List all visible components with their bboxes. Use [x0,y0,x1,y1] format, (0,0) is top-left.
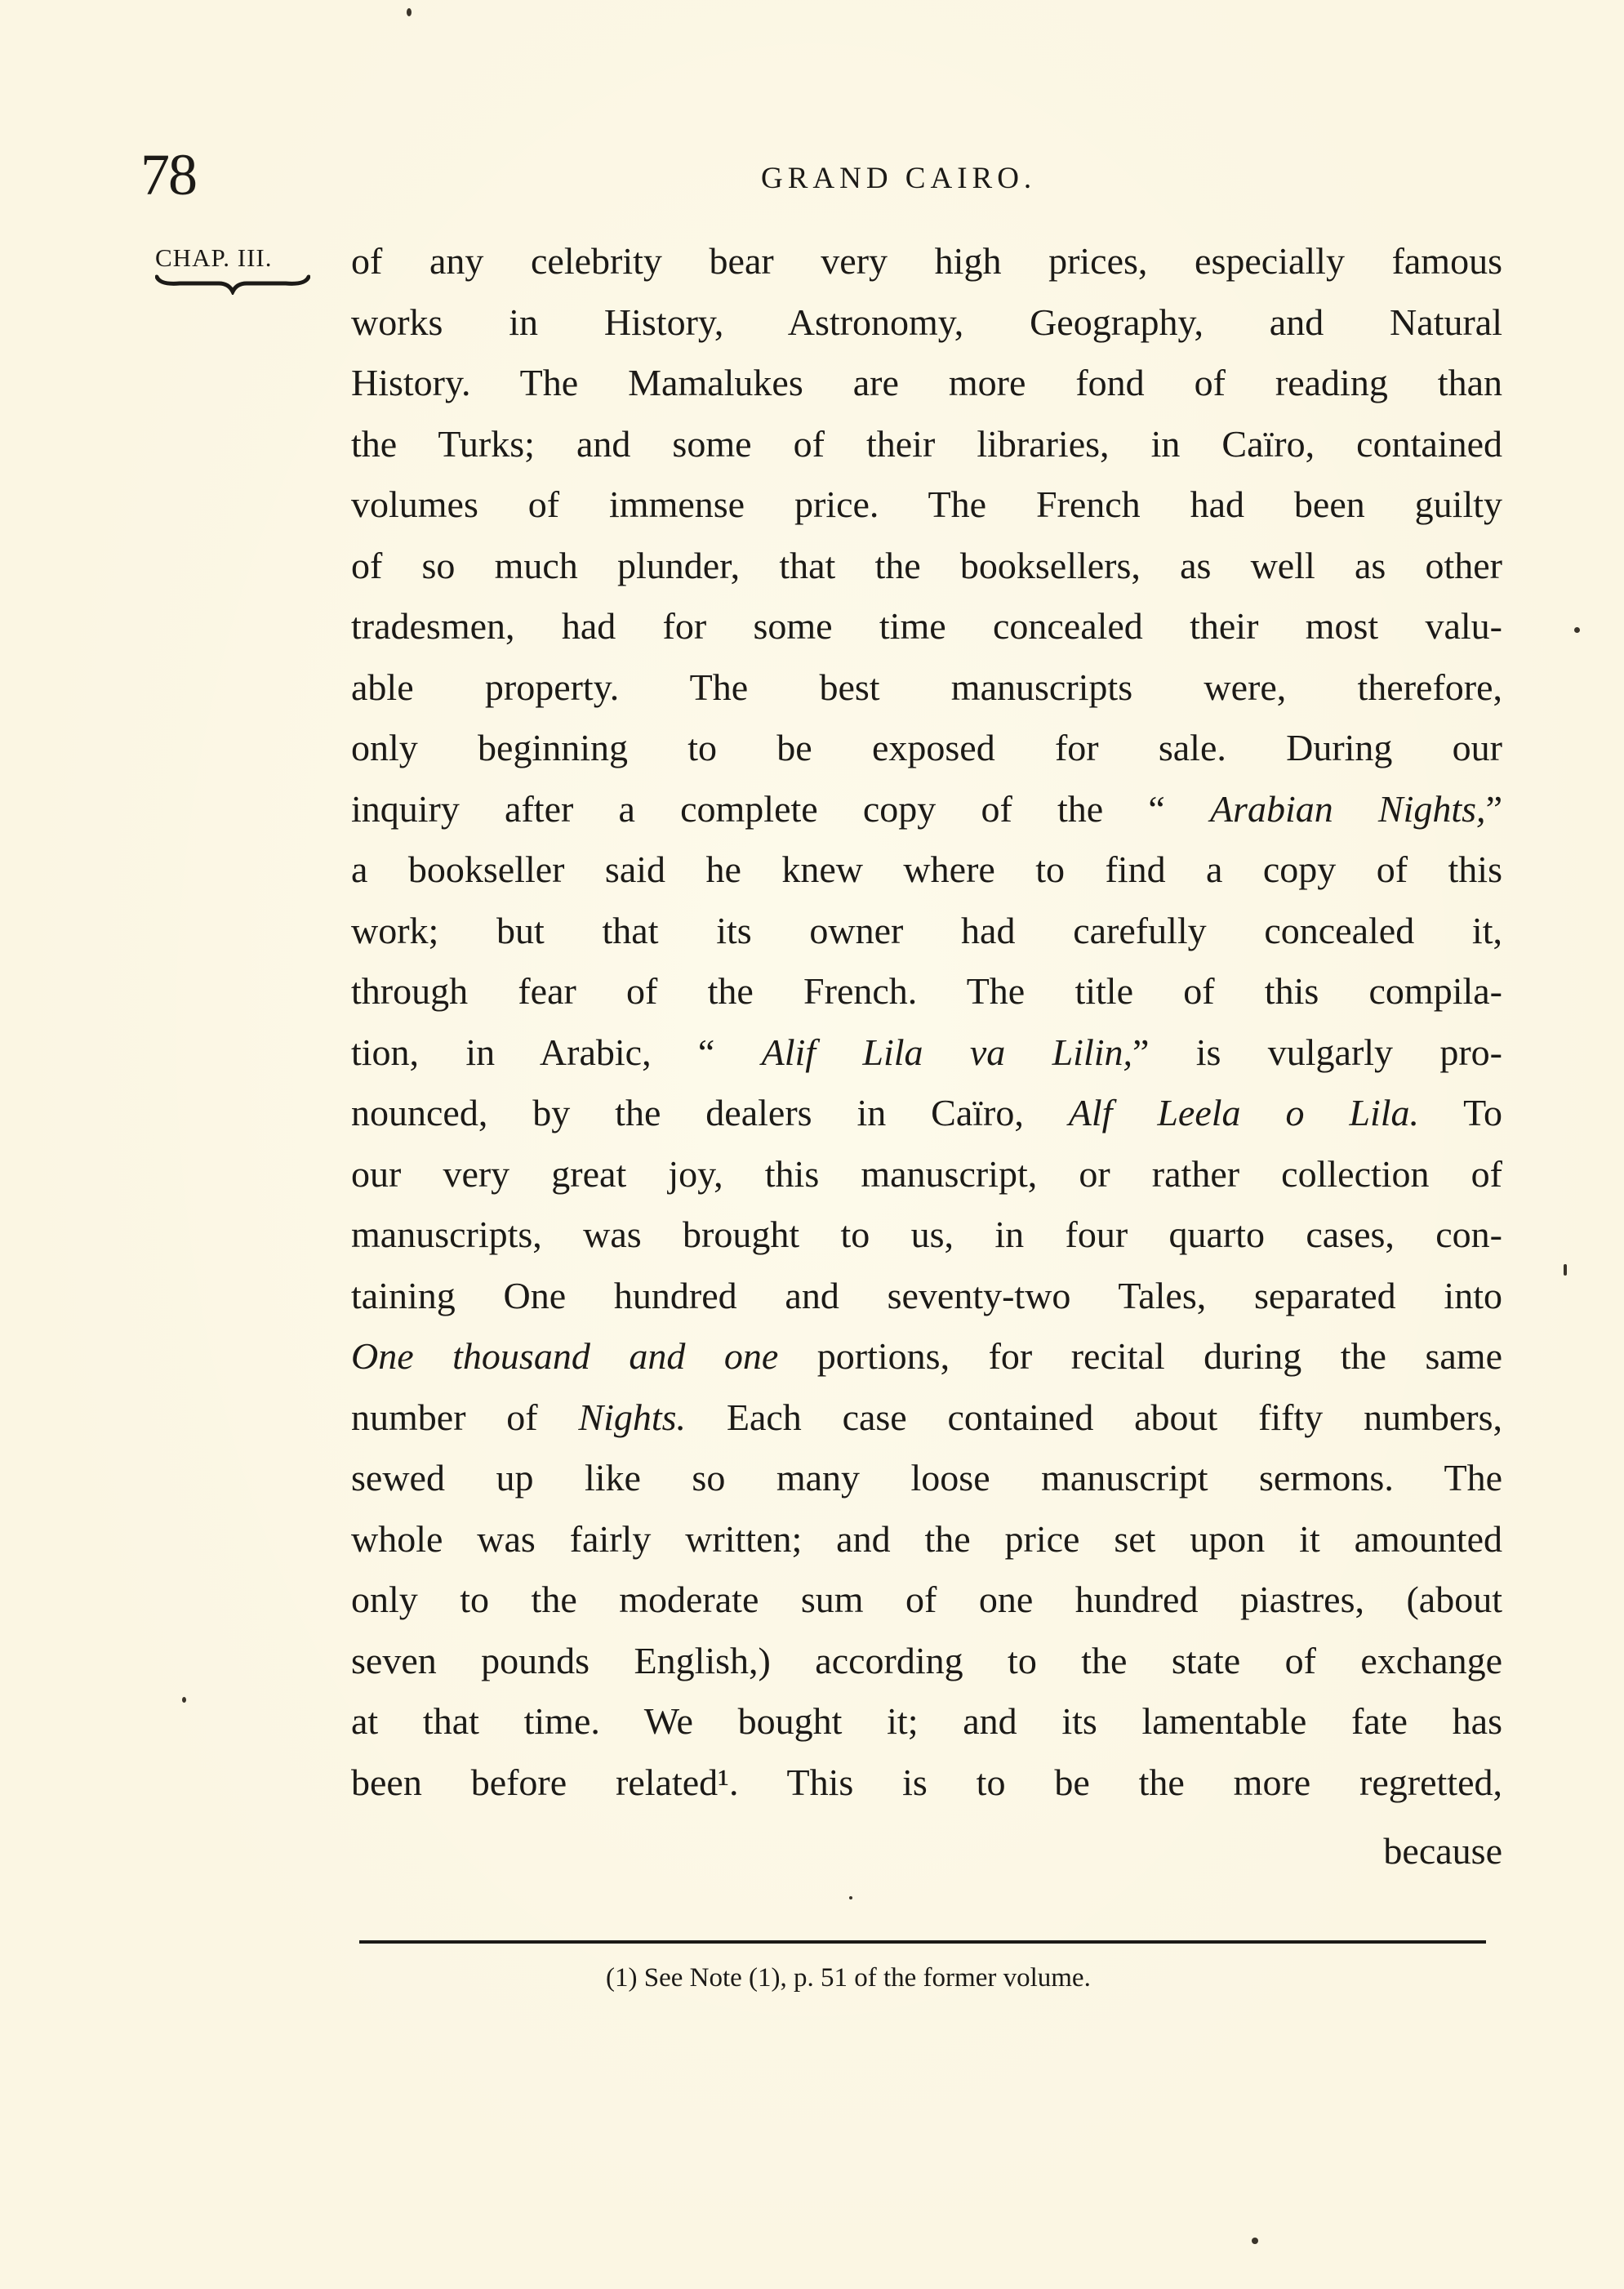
page-number: 78 [140,142,196,207]
text-line: of any celebrity bear very high prices, especially famous [351,240,1502,282]
text-line: nounced, by the dealers in Caïro, Alf Leela o Lila. To [351,1092,1503,1133]
text-line: a bookseller said he knew where to find a copy of this [351,848,1502,890]
paper-speck [407,8,412,16]
text-line: One thousand and one portions, for recital during the same [351,1335,1502,1377]
chapter-label: CHAP. III. [155,243,273,272]
text-line: number of Nights. Each case contained about fifty numbers, [351,1396,1502,1438]
text-line: manuscripts, was brought to us, in four quarto cases, con- [351,1214,1502,1255]
text-line: the Turks; and some of their libraries, in Caïro, contained [351,422,1502,465]
footnote: (1) See Note (1), p. 51 of the former volume. [606,1963,1091,1993]
text-line: sewed up like so many loose manuscript sermons. The [351,1457,1502,1499]
text-line: our very great joy, this manuscript, or rather collection of [351,1152,1502,1195]
text-line: able property. The best manuscripts were, therefore, [351,666,1502,708]
paper-speck [182,1697,186,1703]
text-line: History. The Mamalukes are more fond of reading than [351,362,1502,403]
text-line: work; but that its owner had carefully concealed it, [351,909,1502,951]
text-line: tion, in Arabic, “ Alif Lila va Lilin,” is vulgarly pro- [351,1031,1502,1073]
text-line: volumes of immense price. The French had been guilty [351,483,1502,525]
text-line: only to the moderate sum of one hundred piastres, (about [351,1579,1502,1620]
paper-speck [1564,1264,1567,1276]
text-line: taining One hundred and seventy-two Tales, separated into [351,1274,1502,1316]
catchword: because [1383,1830,1502,1872]
text-line: through fear of the French. The title of this compila- [351,970,1502,1012]
text-line: at that time. We bought it; and its lamentable fate has [351,1700,1502,1742]
chapter-brace-icon [155,274,310,295]
paper-speck [849,1896,852,1899]
text-line: tradesmen, had for some time concealed their most valu- [351,605,1502,647]
text-line: works in History, Astronomy, Geography, and Natural [351,301,1502,343]
paper-speck [1574,627,1580,633]
chapter-margin-note [155,245,318,295]
text-line: been before related¹. This is to be the more regretted, [351,1761,1502,1803]
paper-speck [1252,2238,1258,2244]
text-line: seven pounds English,) according to the state of exchange [351,1639,1502,1681]
footnote-rule [359,1940,1486,1944]
body-text [351,231,1502,1882]
text-line: inquiry after a complete copy of the “ Arabian Nights,” [351,787,1502,830]
text-line: only beginning to be exposed for sale. During our [351,727,1502,768]
text-line: of so much plunder, that the booksellers, as well as other [351,544,1502,586]
running-title: GRAND CAIRO. [761,162,1037,195]
text-line: whole was fairly written; and the price set upon it amounted [351,1517,1502,1560]
